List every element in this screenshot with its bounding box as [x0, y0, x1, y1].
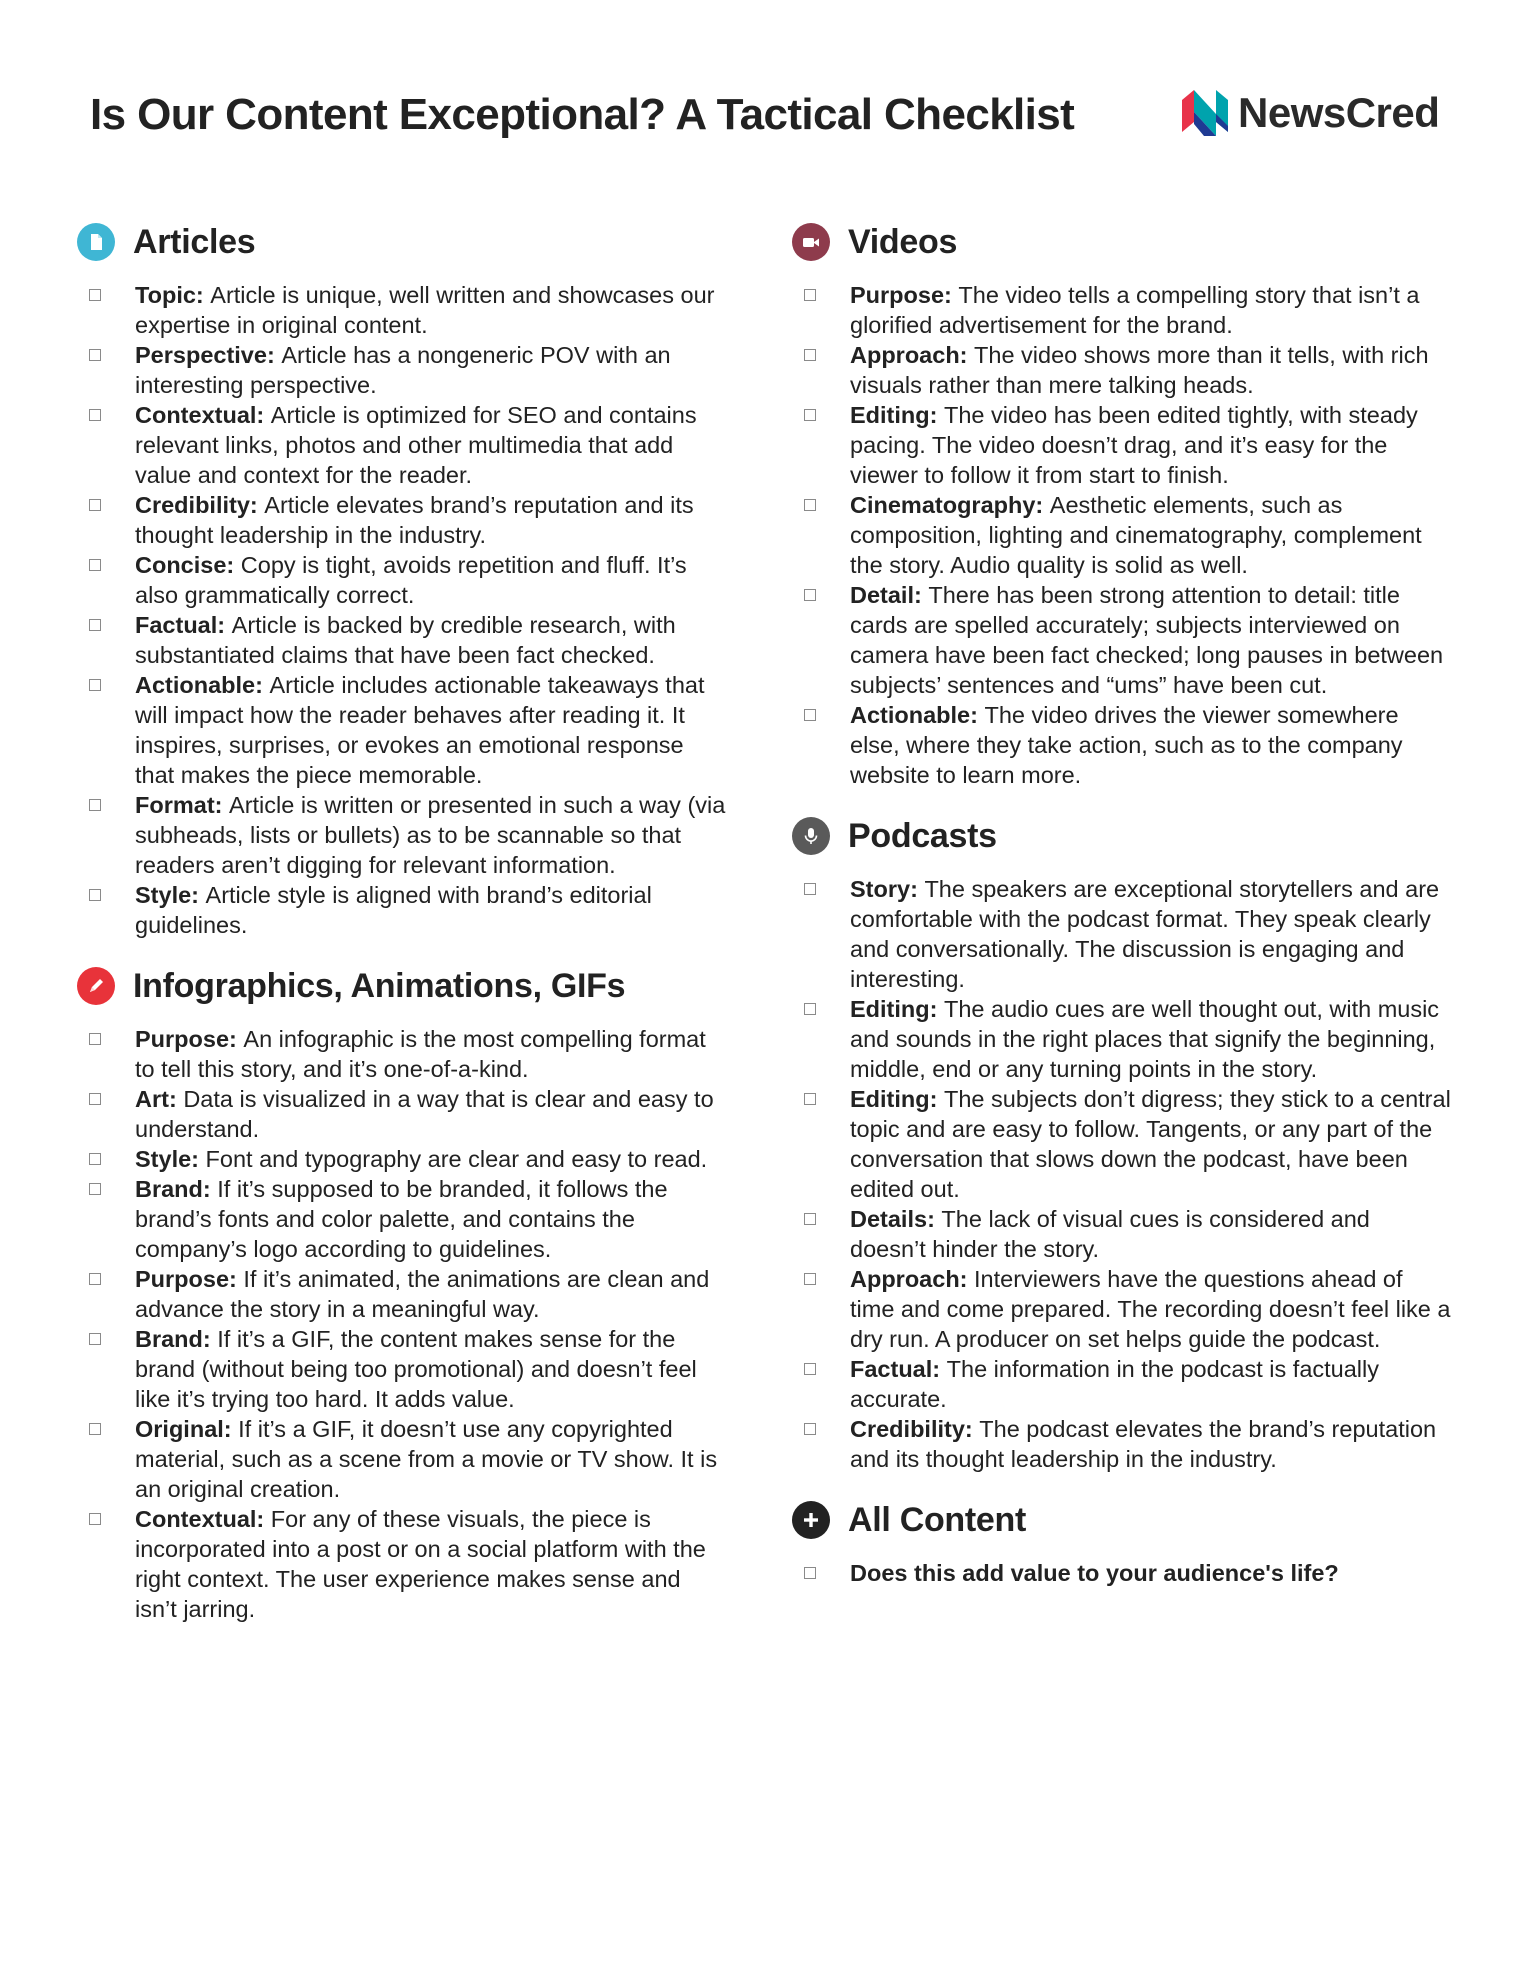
section-header [792, 218, 1452, 266]
checklist-item [792, 340, 1452, 400]
checkbox[interactable] [89, 619, 101, 631]
checklist-item [792, 994, 1452, 1084]
checklist-item [792, 1204, 1452, 1264]
item-text: The speakers are exceptional storytellers and are comfortable with the podcast format. They speak clearly and conversationally. The discussion is engaging and interesting. [850, 876, 1440, 992]
checklist-item [792, 1558, 1452, 1588]
item-text: Copy is tight, avoids repetition and fluff. It’s also grammatically correct. [135, 552, 687, 608]
item-text: Interviewers have the questions ahead of time and come prepared. The recording doesn’t feel like a dry run. A producer on set helps guide the podcast. [850, 1266, 1451, 1352]
checklist-item [792, 874, 1452, 994]
item-label: Perspective: [135, 342, 275, 368]
checkbox[interactable] [804, 1273, 816, 1285]
checklist-item [792, 700, 1452, 790]
checkbox[interactable] [89, 559, 101, 571]
checkbox[interactable] [89, 499, 101, 511]
checklist-item [792, 1264, 1452, 1354]
checklist-item [77, 490, 727, 550]
section-header [77, 962, 727, 1010]
checkbox[interactable] [89, 1423, 101, 1435]
item-text: Article is backed by credible research, with substantiated claims that have been fact checked. [135, 612, 676, 668]
checklist-item [77, 1144, 727, 1174]
page-title: Is Our Content Exceptional? A Tactical Checklist [90, 90, 1075, 139]
item-question: Does this add value to your audience's life? [850, 1560, 1339, 1586]
section-podcasts [792, 812, 1452, 1474]
item-label: Purpose: [850, 282, 952, 308]
checkbox[interactable] [89, 679, 101, 691]
item-label: Style: [135, 1146, 199, 1172]
section-title: Podcasts [848, 816, 997, 855]
checkbox[interactable] [89, 1033, 101, 1045]
checkbox[interactable] [804, 709, 816, 721]
checklist-item [77, 1084, 727, 1144]
checklist-item [792, 580, 1452, 700]
right-column [792, 218, 1452, 1610]
item-text: For any of these visuals, the piece is incorporated into a post or on a social platform with the right context. The user experience makes sense and isn’t jarring. [135, 1506, 706, 1622]
checkbox[interactable] [89, 289, 101, 301]
checkbox[interactable] [804, 1423, 816, 1435]
microphone-icon [792, 817, 830, 855]
checkbox[interactable] [804, 1567, 816, 1579]
item-label: Editing: [850, 996, 938, 1022]
checklist-item [792, 1354, 1452, 1414]
checklist-item [77, 1414, 727, 1504]
section-title: Articles [133, 222, 256, 261]
item-text: Data is visualized in a way that is clear and easy to understand. [135, 1086, 714, 1142]
checklist-item [792, 400, 1452, 490]
item-text: Article is written or presented in such a way (via subheads, lists or bullets) as to be scannable so that readers aren’t digging for relevant information. [135, 792, 726, 878]
checklist [792, 1558, 1452, 1588]
item-label: Contextual: [135, 1506, 265, 1532]
checklist-item [77, 790, 727, 880]
item-label: Topic: [135, 282, 204, 308]
left-column [77, 218, 727, 1646]
item-text: The video has been edited tightly, with steady pacing. The video doesn’t drag, and it’s easy for the viewer to follow it from start to finish. [850, 402, 1418, 488]
item-label: Purpose: [135, 1266, 237, 1292]
checkbox[interactable] [804, 1213, 816, 1225]
item-text: The lack of visual cues is considered and doesn’t hinder the story. [850, 1206, 1370, 1262]
item-text: Font and typography are clear and easy to read. [205, 1146, 708, 1172]
checklist [792, 874, 1452, 1474]
checklist-item [792, 490, 1452, 580]
section-header [77, 218, 727, 266]
checklist-item [77, 880, 727, 940]
checkbox[interactable] [89, 1333, 101, 1345]
checklist [77, 280, 727, 940]
checklist-item [77, 550, 727, 610]
checkbox[interactable] [804, 349, 816, 361]
item-text: Article includes actionable takeaways that will impact how the reader behaves after reading it. It inspires, surprises, or evokes an emotional response that makes the piece memorable. [135, 672, 705, 788]
section-header [792, 1496, 1452, 1544]
section-videos [792, 218, 1452, 790]
item-label: Original: [135, 1416, 232, 1442]
plus-icon [792, 1501, 830, 1539]
item-text: Article is optimized for SEO and contains relevant links, photos and other multimedia that add value and context for the reader. [135, 402, 697, 488]
item-text: An infographic is the most compelling format to tell this story, and it’s one-of-a-kind. [135, 1026, 706, 1082]
item-text: The information in the podcast is factually accurate. [850, 1356, 1380, 1412]
item-label: Factual: [850, 1356, 941, 1382]
item-text: The audio cues are well thought out, with music and sounds in the right places that signify the beginning, middle, end or any turning points in the story. [850, 996, 1440, 1082]
item-text: The video tells a compelling story that isn’t a glorified advertisement for the brand. [850, 282, 1420, 338]
checkbox[interactable] [89, 1183, 101, 1195]
section-header [792, 812, 1452, 860]
item-text: If it’s a GIF, it doesn’t use any copyrighted material, such as a scene from a movie or TV show. It is an original creation. [135, 1416, 718, 1502]
checkbox[interactable] [804, 1003, 816, 1015]
section-title: Infographics, Animations, GIFs [133, 966, 626, 1005]
item-label: Brand: [135, 1176, 211, 1202]
item-label: Cinematography: [850, 492, 1044, 518]
item-label: Credibility: [850, 1416, 973, 1442]
checklist-item [77, 1264, 727, 1324]
checklist-item [77, 1324, 727, 1414]
checklist-item [77, 340, 727, 400]
section-title: Videos [848, 222, 958, 261]
checkbox[interactable] [804, 499, 816, 511]
section-all-content [792, 1496, 1452, 1588]
item-text: Article has a nongeneric POV with an interesting perspective. [135, 342, 671, 398]
item-label: Format: [135, 792, 223, 818]
pencil-icon [77, 967, 115, 1005]
item-label: Detail: [850, 582, 922, 608]
item-label: Credibility: [135, 492, 258, 518]
checklist-item [77, 400, 727, 490]
item-label: Details: [850, 1206, 935, 1232]
item-label: Editing: [850, 402, 938, 428]
item-label: Factual: [135, 612, 226, 638]
newscred-logo-icon [1180, 88, 1230, 138]
brand-name: NewsCred [1238, 89, 1440, 136]
checklist-item [77, 1024, 727, 1084]
item-text: If it’s supposed to be branded, it follows the brand’s fonts and color palette, and contains the company’s logo according to guidelines. [135, 1176, 668, 1262]
checkbox[interactable] [804, 289, 816, 301]
item-text: The podcast elevates the brand’s reputation and its thought leadership in the industry. [850, 1416, 1437, 1472]
section-articles [77, 218, 727, 940]
item-label: Contextual: [135, 402, 265, 428]
checkbox[interactable] [89, 409, 101, 421]
item-text: If it’s a GIF, the content makes sense for the brand (without being too promotional) and doesn’t feel like it’s trying too hard. It adds value. [135, 1326, 697, 1412]
checkbox[interactable] [89, 349, 101, 361]
checkbox[interactable] [804, 589, 816, 601]
checkbox[interactable] [89, 799, 101, 811]
checklist-item [77, 670, 727, 790]
item-text: The subjects don’t digress; they stick to a central topic and are easy to follow. Tangents, or any part of the conversation that slows down the podcast, have been edited out. [850, 1086, 1451, 1202]
checkbox[interactable] [89, 1513, 101, 1525]
item-text: The video drives the viewer somewhere else, where they take action, such as to the company website to learn more. [850, 702, 1403, 788]
item-label: Art: [135, 1086, 177, 1112]
checkbox[interactable] [804, 409, 816, 421]
item-text: The video shows more than it tells, with rich visuals rather than mere talking heads. [850, 342, 1429, 398]
item-text: If it’s animated, the animations are clean and advance the story in a meaningful way. [135, 1266, 710, 1322]
video-camera-icon [792, 223, 830, 261]
checklist-item [77, 1504, 727, 1624]
checklist-item [77, 280, 727, 340]
item-text: Article elevates brand’s reputation and its thought leadership in the industry. [135, 492, 694, 548]
item-label: Concise: [135, 552, 235, 578]
checklist-item [77, 1174, 727, 1264]
item-label: Approach: [850, 1266, 968, 1292]
item-text: Aesthetic elements, such as composition, lighting and cinematography, complement the story. Audio quality is solid as well. [850, 492, 1422, 578]
checklist [77, 1024, 727, 1624]
item-text: Article style is aligned with brand’s editorial guidelines. [135, 882, 652, 938]
item-label: Actionable: [850, 702, 978, 728]
checkbox[interactable] [89, 889, 101, 901]
item-label: Story: [850, 876, 918, 902]
checklist-item [792, 1084, 1452, 1204]
checklist-item [792, 280, 1452, 340]
section-infographics [77, 962, 727, 1624]
checkbox[interactable] [804, 883, 816, 895]
item-label: Approach: [850, 342, 968, 368]
item-label: Style: [135, 882, 199, 908]
checklist [792, 280, 1452, 790]
item-label: Brand: [135, 1326, 211, 1352]
checkbox[interactable] [804, 1093, 816, 1105]
document-icon [77, 223, 115, 261]
checklist-item [77, 610, 727, 670]
item-label: Purpose: [135, 1026, 237, 1052]
section-title: All Content [848, 1500, 1027, 1539]
checkbox[interactable] [804, 1363, 816, 1375]
item-label: Actionable: [135, 672, 263, 698]
item-text: There has been strong attention to detail: title cards are spelled accurately; subjects interviewed on camera have been fact checked; long pauses in between subjects’ sentences and “ums” have been cut. [850, 582, 1444, 698]
checkbox[interactable] [89, 1093, 101, 1105]
checkbox[interactable] [89, 1273, 101, 1285]
item-text: Article is unique, well written and showcases our expertise in original content. [135, 282, 715, 338]
checklist-item [792, 1414, 1452, 1474]
brand-logo [1180, 88, 1439, 138]
checkbox[interactable] [89, 1153, 101, 1165]
item-label: Editing: [850, 1086, 938, 1112]
